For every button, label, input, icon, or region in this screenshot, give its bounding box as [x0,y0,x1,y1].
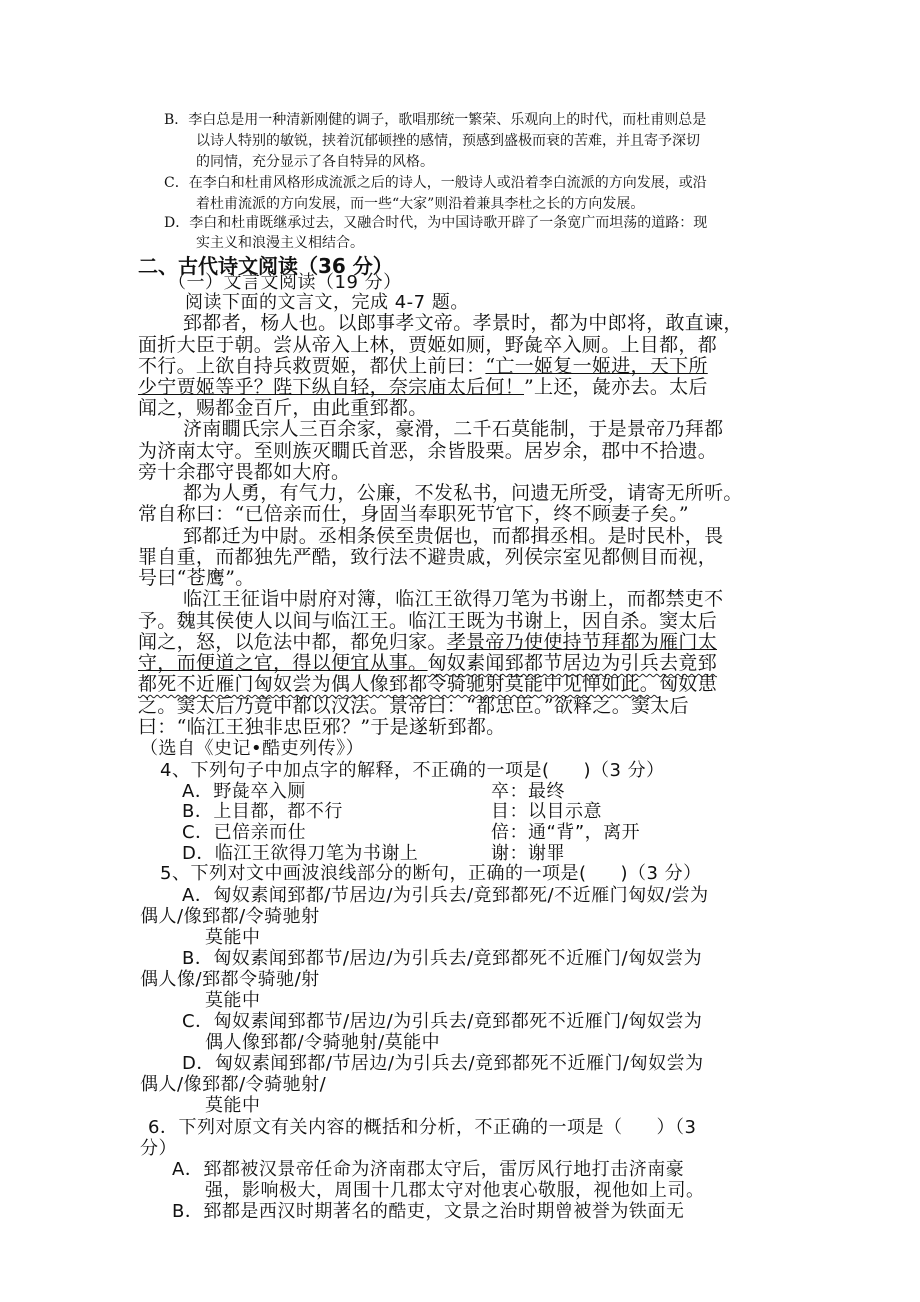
q4-option-a: A．野彘卒入厕 [182,781,306,802]
q5-option-d-line-1: D．匈奴素闻郅都/节居边/为引兵去/竟郅都死不近雁门/匈奴尝为 [182,1053,704,1074]
q5-option-a-line-3: 莫能中 [205,927,261,948]
option-d-line-2: 实主义和浪漫主义相结合。 [196,235,364,251]
q5-stem: 5、下列对文中画波浪线部分的断句，正确的一项是( )（3 分） [160,863,702,884]
passage-p5-line-1: 临江王征诣中尉府对簿，临江王欲得刀笔为书谢上，而都禁吏不 [183,588,724,610]
passage-p1-line-1: 郅都者，杨人也。以郎事孝文帝。孝景时，都为中郎将，敢直谏， [183,312,743,334]
passage-p2-line-3: 旁十余郡守畏都如大府。 [138,461,351,483]
q4-option-c-gloss: 倍：通“背”，离开 [491,822,641,843]
passage-p5-line-3: 闻之，怒，以危法中都，都免归家。孝景帝乃使使持节拜都为雁门太 [138,631,718,653]
passage-p4-line-1: 郅都迁为中尉。丞相条侯至贵倨也，而都揖丞相。是时民朴，畏 [183,525,724,547]
section-heading: 二、古代诗文阅读（36 分） [138,254,393,278]
q5-option-b-line-2: 偶人像/郅都令骑驰/射 [140,969,320,990]
passage-p3-line-1: 都为人勇，有气力，公廉，不发私书，问遗无所受，请寄无所听。 [183,482,743,504]
passage-p3-line-2: 常自称曰：“已倍亲而仕，身固当奉职死节官下，终不顾妻子矣。” [138,503,689,525]
passage-p2-line-1: 济南瞯氏宗人三百余家，豪滑，二千石莫能制，于是景帝乃拜都 [183,418,724,440]
q6-option-a-line-2: 强，影响极大，周围十几郡太守对他衷心敬服，视他如上司。 [205,1180,705,1201]
q4-option-d-gloss: 谢：谢罪 [491,843,565,864]
q5-option-a-line-1: A．匈奴素闻郅都/节居边/为引兵去/竟郅都死/不近雁门匈奴/尝为 [182,885,709,906]
passage-source: （选自《史记•酷吏列传》） [140,738,365,759]
passage-p5-line-2: 予。魏其侯使人以间与临江王。临江王既为书谢上，因自杀。窦太后 [138,610,718,632]
q5-option-a-line-2: 偶人/像郅都/令骑驰射 [140,906,320,927]
passage-p4-line-2: 罪自重，而都独先严酷，致行法不避贵戚，列侯宗室见都侧目而视， [138,546,718,568]
q6-option-a-line-1: A．郅都被汉景帝任命为济南郡太守后，雷厉风行地打击济南豪 [172,1159,685,1180]
passage-p4-line-3: 号曰“苍鹰”。 [138,567,255,589]
section-subheading: （一）文言文阅读（19 分） [168,272,402,293]
passage-p5-line-4: 守，而便道之官，得以便宜从事。匈奴素闻郅都节居边为引兵去竟郅 [138,652,718,674]
passage-p5-line-5: 都死不近雁门匈奴尝为偶人像郅都令骑驰射莫能中见惮如此。匈奴患 [138,673,718,695]
option-c-line-1: C．在李白和杜甫风格形成流派之后的诗人，一般诗人或沿着李白流派的方向发展，或沿 [164,175,707,191]
passage-p5-line-6: 之。窦太后乃竟中都以汉法。景帝曰：“都忠臣。”欲释之。窦太后 [138,695,689,717]
q4-option-d: D．临江王欲得刀笔为书谢上 [182,843,419,864]
q5-option-c-line-2: 偶人像郅都/令骑驰射/莫能中 [205,1032,441,1053]
q5-option-c-line-1: C．匈奴素闻郅都节/居边/为引兵去/竟郅都死不近雁门/匈奴尝为 [182,1011,703,1032]
q4-option-b-gloss: 目：以目示意 [491,801,602,822]
option-d-line-1: D．李白和杜甫既继承过去，又融合时代，为中国诗歌开辟了一条宽广而坦荡的道路：现 [164,215,708,231]
q5-option-b-line-3: 莫能中 [205,990,261,1011]
q5-option-b-line-1: B．匈奴素闻郅都节/居边/为引兵去/竟郅都死不近雁门/匈奴尝为 [182,948,703,969]
passage-p1-line-3: 不行。上欲自持兵救贾姬，都伏上前曰：“亡一姬复一姬进，天下所 [138,355,708,377]
option-b-line-3: 的同情，充分显示了各自特异的风格。 [196,154,434,170]
option-b-line-1: B．李白总是用一种清新刚健的调子，歌唱那统一繁荣、乐观向上的时代，而杜甫则总是 [164,112,707,128]
q6-stem: 6．下列对原文有关内容的概括和分析，不正确的一项是（ ）（3 [148,1117,697,1138]
q6-option-b-line-1: B．郅都是西汉时期著名的酷吏，文景之治时期曾被誉为铁面无 [172,1201,685,1222]
option-b-line-2: 以诗人特别的敏锐，挟着沉郁顿挫的感情，预感到盛极而衰的苦难，并且寄予深切 [196,133,700,149]
q5-option-d-line-2: 偶人/像郅都/令骑驰射/ [140,1074,327,1095]
q4-option-c: C．已倍亲而仕 [182,822,307,843]
q5-option-d-line-3: 莫能中 [205,1095,261,1116]
q4-option-a-gloss: 卒：最终 [491,781,565,802]
q4-stem: 4、下列句子中加点字的解释，不正确的一项是( )（3 分） [160,760,665,781]
q4-option-b: B．上目都，都不行 [182,801,343,822]
passage-p2-line-2: 为济南太守。至则族灭瞯氏首恶，余皆股栗。居岁余，郡中不拾遗。 [138,440,718,462]
q6-score-cont: 分） [140,1138,177,1159]
option-c-line-2: 着杜甫流派的方向发展，而一些“大家”则沿着兼具李杜之长的方向发展。 [196,196,645,212]
passage-p1-line-2: 面折大臣于朝。尝从帝入上林，贾姬如厕，野彘卒入厕。上目都，都 [138,334,718,356]
passage-p5-line-7: 曰：“临江王独非忠臣邪？”于是遂斩郅都。 [138,716,506,738]
instruction: 阅读下面的文言文，完成 4-7 题。 [185,292,469,313]
passage-p1-line-4: 少宁贾姬等乎？陛下纵自轻，奈宗庙太后何！”上还，彘亦去。太后 [138,376,708,398]
passage-p1-line-5: 闻之，赐都金百斤，由此重郅都。 [138,397,428,419]
